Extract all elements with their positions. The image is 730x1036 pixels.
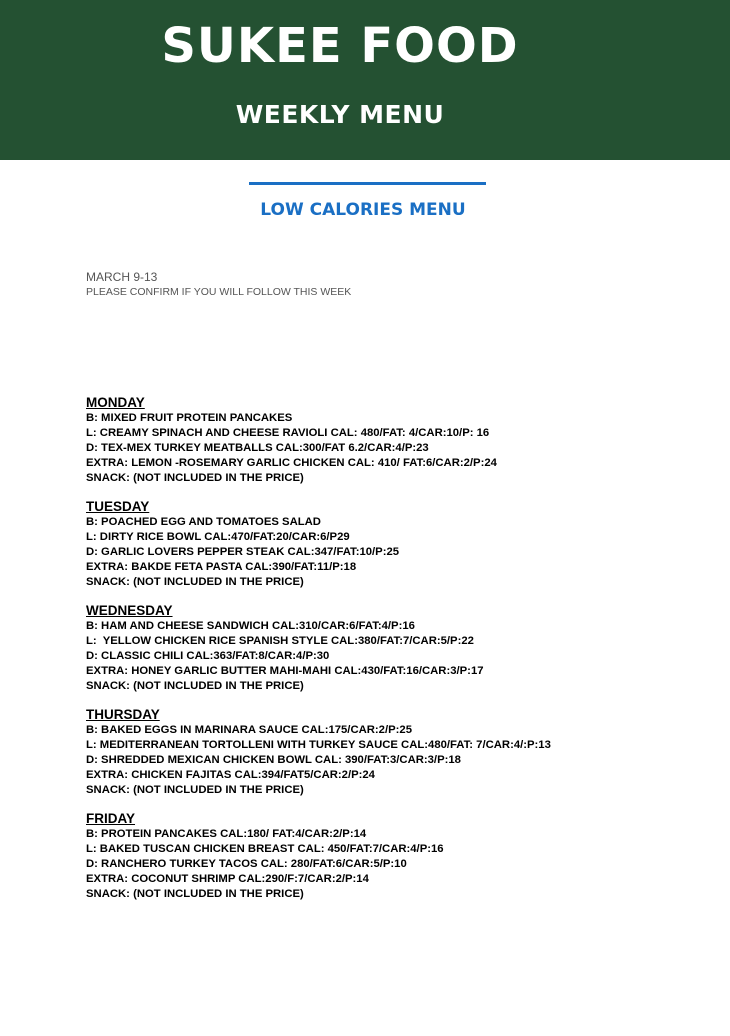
meal-dinner: D: TEX-MEX TURKEY MEATBALLS CAL:300/FAT 6.2/CAR:4/P:23 (86, 442, 429, 454)
menu-type-heading: LOW CALORIES MENU (260, 200, 466, 220)
day-heading: WEDNESDAY (86, 603, 173, 618)
meal-extra: EXTRA: BAKDE FETA PASTA CAL:390/FAT:11/P:18 (86, 561, 357, 573)
brand-title: SUKEE FOOD (161, 18, 519, 74)
day-thursday (86, 707, 706, 798)
meal-breakfast: B: HAM AND CHEESE SANDWICH CAL:310/CAR:6/FAT:4/P:16 (86, 620, 415, 632)
meal-snack: SNACK: (NOT INCLUDED IN THE PRICE) (86, 784, 304, 796)
meal-breakfast: B: PROTEIN PANCAKES CAL:180/ FAT:4/CAR:2/P:14 (86, 828, 367, 840)
day-tuesday (86, 499, 706, 590)
meal-lunch: L: CREAMY SPINACH AND CHEESE RAVIOLI CAL: 480/FAT: 4/CAR:10/P: 16 (86, 427, 490, 439)
day-wednesday (86, 603, 706, 694)
meal-snack: SNACK: (NOT INCLUDED IN THE PRICE) (86, 888, 304, 900)
date-range: MARCH 9-13 (86, 270, 158, 284)
meal-snack: SNACK: (NOT INCLUDED IN THE PRICE) (86, 472, 304, 484)
meal-dinner: D: SHREDDED MEXICAN CHICKEN BOWL CAL: 390/FAT:3/CAR:3/P:18 (86, 754, 461, 766)
day-monday (86, 395, 706, 486)
confirmation-note: PLEASE CONFIRM IF YOU WILL FOLLOW THIS WEEK (86, 286, 352, 298)
header-banner (0, 0, 730, 160)
meal-extra: EXTRA: COCONUT SHRIMP CAL:290/F:7/CAR:2/P:14 (86, 873, 369, 885)
day-heading: THURSDAY (86, 707, 160, 722)
section-divider (249, 182, 486, 185)
meal-extra: EXTRA: LEMON -ROSEMARY GARLIC CHICKEN CAL: 410/ FAT:6/CAR:2/P:24 (86, 457, 497, 469)
meal-dinner: D: CLASSIC CHILI CAL:363/FAT:8/CAR:4/P:30 (86, 650, 330, 662)
meal-lunch: L: MEDITERRANEAN TORTOLLENI WITH TURKEY SAUCE CAL:480/FAT: 7/CAR:4/:P:13 (86, 739, 551, 751)
day-heading: TUESDAY (86, 499, 150, 514)
meal-dinner: D: GARLIC LOVERS PEPPER STEAK CAL:347/FAT:10/P:25 (86, 546, 400, 558)
meal-extra: EXTRA: HONEY GARLIC BUTTER MAHI-MAHI CAL:430/FAT:16/CAR:3/P:17 (86, 665, 484, 677)
meal-breakfast: B: MIXED FRUIT PROTEIN PANCAKES (86, 412, 293, 424)
meal-dinner: D: RANCHERO TURKEY TACOS CAL: 280/FAT:6/CAR:5/P:10 (86, 858, 407, 870)
weekly-menu-subtitle: WEEKLY MENU (235, 100, 445, 129)
meal-lunch: L: BAKED TUSCAN CHICKEN BREAST CAL: 450/FAT:7/CAR:4/P:16 (86, 843, 444, 855)
meal-lunch: L: YELLOW CHICKEN RICE SPANISH STYLE CAL:380/FAT:7/CAR:5/P:22 (86, 635, 474, 647)
day-heading: FRIDAY (86, 811, 136, 826)
day-heading: MONDAY (86, 395, 145, 410)
day-friday (86, 811, 706, 902)
weekly-menu-list (86, 395, 706, 915)
meal-breakfast: B: POACHED EGG AND TOMATOES SALAD (86, 516, 321, 528)
meal-snack: SNACK: (NOT INCLUDED IN THE PRICE) (86, 576, 304, 588)
meal-extra: EXTRA: CHICKEN FAJITAS CAL:394/FAT5/CAR:2/P:24 (86, 769, 375, 781)
meal-snack: SNACK: (NOT INCLUDED IN THE PRICE) (86, 680, 304, 692)
meal-breakfast: B: BAKED EGGS IN MARINARA SAUCE CAL:175/CAR:2/P:25 (86, 724, 412, 736)
meal-lunch: L: DIRTY RICE BOWL CAL:470/FAT:20/CAR:6/P29 (86, 531, 350, 543)
